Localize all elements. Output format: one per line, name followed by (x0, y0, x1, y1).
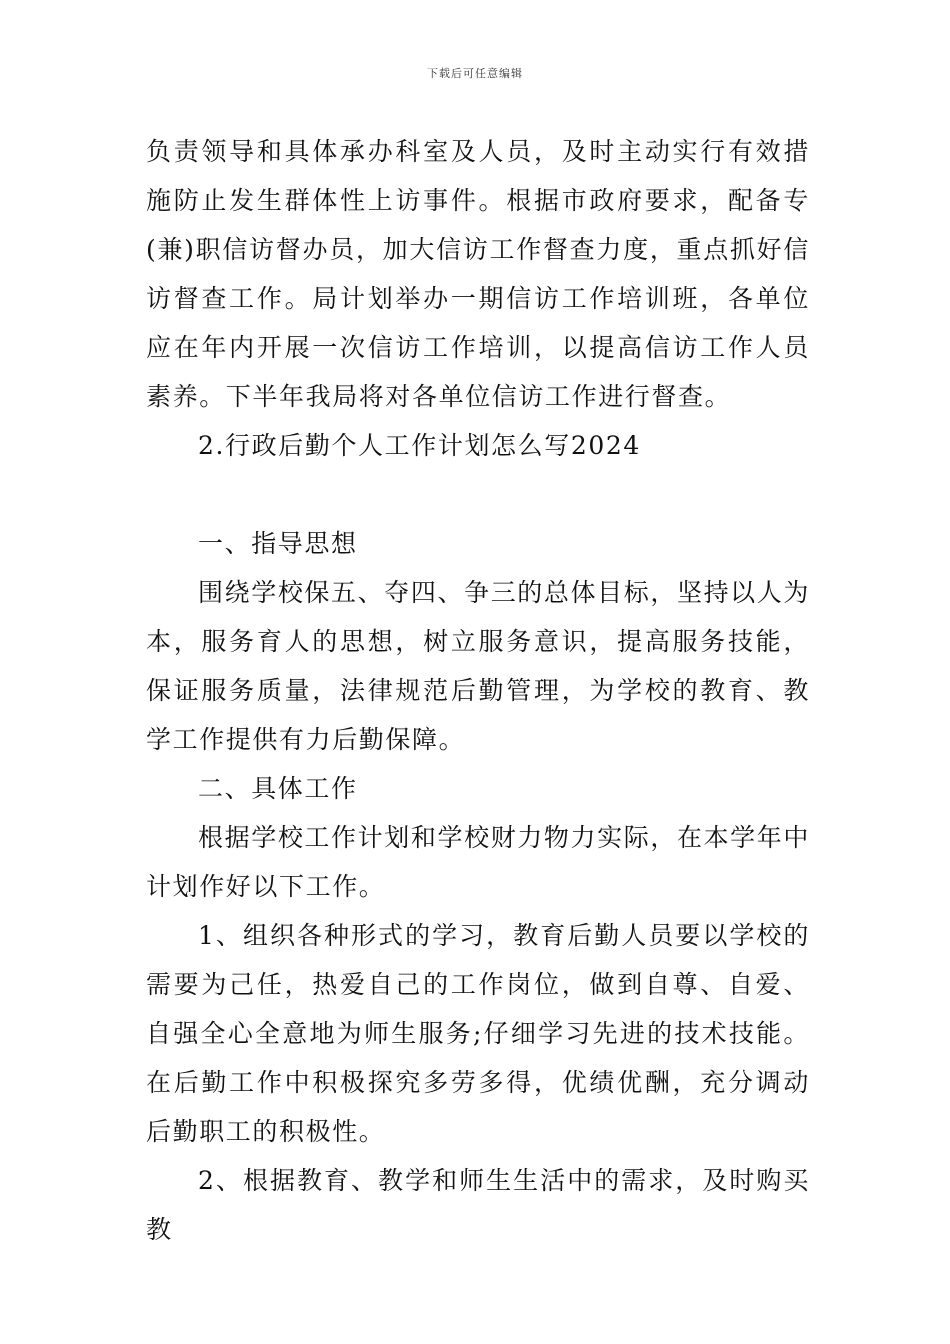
section-heading-admin-plan: 2.行政后勤个人工作计划怎么写2024 (198, 431, 641, 460)
paragraph-guiding-ideology: 围绕学校保五、夺四、争三的总体目标，坚持以人为本，服务育人的思想，树立服务意识，提高服务技能，保证服务质量，法律规范后勤管理，为学校的教育、教学工作提供有力后勤保障。 (146, 578, 810, 754)
page-header-note: 下载后可任意编辑 (427, 67, 523, 80)
heading-specific-work: 二、具体工作 (198, 774, 358, 803)
paragraph-plan-intro: 根据学校工作计划和学校财力物力实际，在本学年中计划作好以下工作。 (146, 823, 810, 901)
paragraph-item-2: 2、根据教育、教学和师生生活中的需求，及时购买教 (146, 1166, 810, 1244)
document-body (146, 127, 810, 1254)
paragraph-petition-work: 负责领导和具体承办科室及人员，及时主动实行有效措施防止发生群体性上访事件。根据市政府要求，配备专(兼)职信访督办员，加大信访工作督查力度，重点抓好信访督查工作。局计划举办一期信访工作培训班，各单位应在年内开展一次信访工作培训，以提高信访工作人员素养。下半年我局将对各单位信访工作进行督查。 (146, 137, 810, 411)
paragraph-item-1: 1、组织各种形式的学习，教育后勤人员要以学校的需要为己任，热爱自己的工作岗位，做到自尊、自爱、自强全心全意地为师生服务;仔细学习先进的技术技能。在后勤工作中积极探究多劳多得，优绩优酬，充分调动后勤职工的积极性。 (146, 921, 810, 1146)
heading-guiding-ideology: 一、指导思想 (198, 529, 358, 558)
